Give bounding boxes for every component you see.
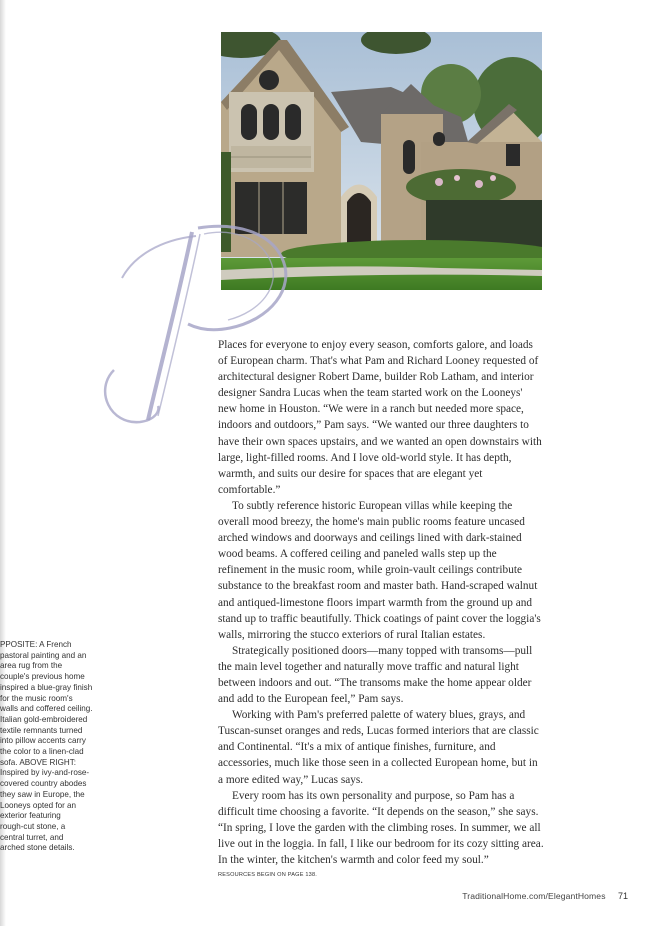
- article-body: [218, 337, 544, 868]
- caption-line: Inspired by ivy-and-rose-: [0, 768, 90, 778]
- footer-website: TraditionalHome.com/ElegantHomes: [462, 891, 606, 901]
- caption-line: arched stone details.: [0, 843, 75, 853]
- caption-line: rough-cut stone, a: [0, 821, 66, 831]
- resources-note: RESOURCES BEGIN ON PAGE 138.: [218, 872, 318, 878]
- body-paragraph: To subtly reference historic European villas while keeping the overall mood breezy, the home's main public rooms feature uncased arched windows and doorways and ceilings lined with dark-stained wood beams. A coffered ceiling and paneled walls step up the refinement in the music room, while groin-vault ceilings contribute substance to the breakfast room and master bath. Hand-scraped walnut and antiqued-limestone floors impart warmth from the ground up and stand up to traffic beautifully. Thick coatings of paint cover the loggia's walls, mirroring the stucco exteriors of rural Italian estates.: [218, 499, 541, 641]
- caption-line: textile remnants turned: [0, 725, 83, 735]
- stone-manor-house-photo: [221, 32, 542, 290]
- body-paragraph: Every room has its own personality and purpose, so Pam has a difficult time choosing a favorite. “It depends on the season,” she says. “In spring, I love the garden with the climbing roses. In summer, we all live out in the loggia. In fall, I like our bedroom for its cozy sitting area. In the winter, the kitchen's warmth and color feed my soul.”: [218, 789, 544, 866]
- caption-line: exterior featuring: [0, 811, 61, 821]
- caption-line: walls and coffered ceiling.: [0, 704, 93, 714]
- body-paragraph: Working with Pam's preferred palette of watery blues, grays, and Tuscan-sunset oranges and reds, Lucas formed interiors that are classic and Continental. “It's a mix of antique finishes, furniture, and accessories, much like those seen in a collected European home, but in a more edited way,” Lucas says.: [218, 709, 539, 786]
- caption-line: the color to a linen-clad: [0, 747, 84, 757]
- page-number: 71: [617, 891, 628, 901]
- body-paragraph: Places for everyone to enjoy every season, comforts galore, and loads of European charm. That's what Pam and Richard Looney requested of architectural designer Robert Dame, builder Rob Latham, and interior designer Sandra Lucas when the team started work on the Looneys' new home in Houston. “We were in a ranch but needed more space, indoors and outdoors,” Pam says. “We wanted our three daughters to have their own spaces upstairs, and we wanted an open downstairs with large, light-filled rooms. And I love old-world style. It has depth, warmth, and suits our desire for spaces that are elegant yet comfortable.”: [218, 339, 542, 496]
- page-footer: [420, 891, 628, 901]
- caption-line: Italian gold-embroidered: [0, 714, 88, 724]
- caption-line: into pillow accents carry: [0, 736, 86, 746]
- photo-caption: [0, 640, 100, 854]
- caption-line: they saw in Europe, the: [0, 789, 85, 799]
- caption-line: inspired a blue-gray finish: [0, 682, 93, 692]
- caption-line: covered country abodes: [0, 779, 87, 789]
- caption-line: area rug from the: [0, 661, 63, 671]
- body-paragraph: Strategically positioned doors—many topped with transoms—pull the main level together and naturally move traffic and natural light between indoors and out. “The transoms make the home appear older and add to the European feel,” Pam says.: [218, 644, 533, 706]
- caption-line: Looneys opted for an: [0, 800, 77, 810]
- caption-line: sofa. ABOVE RIGHT:: [0, 757, 77, 767]
- house-photo: [221, 32, 542, 290]
- caption-line: for the music room's: [0, 693, 73, 703]
- caption-line: pastoral painting and an: [0, 650, 87, 660]
- caption-line: central turret, and: [0, 832, 64, 842]
- caption-line: couple's previous home: [0, 672, 85, 682]
- caption-line: PPOSITE: A French: [0, 640, 72, 649]
